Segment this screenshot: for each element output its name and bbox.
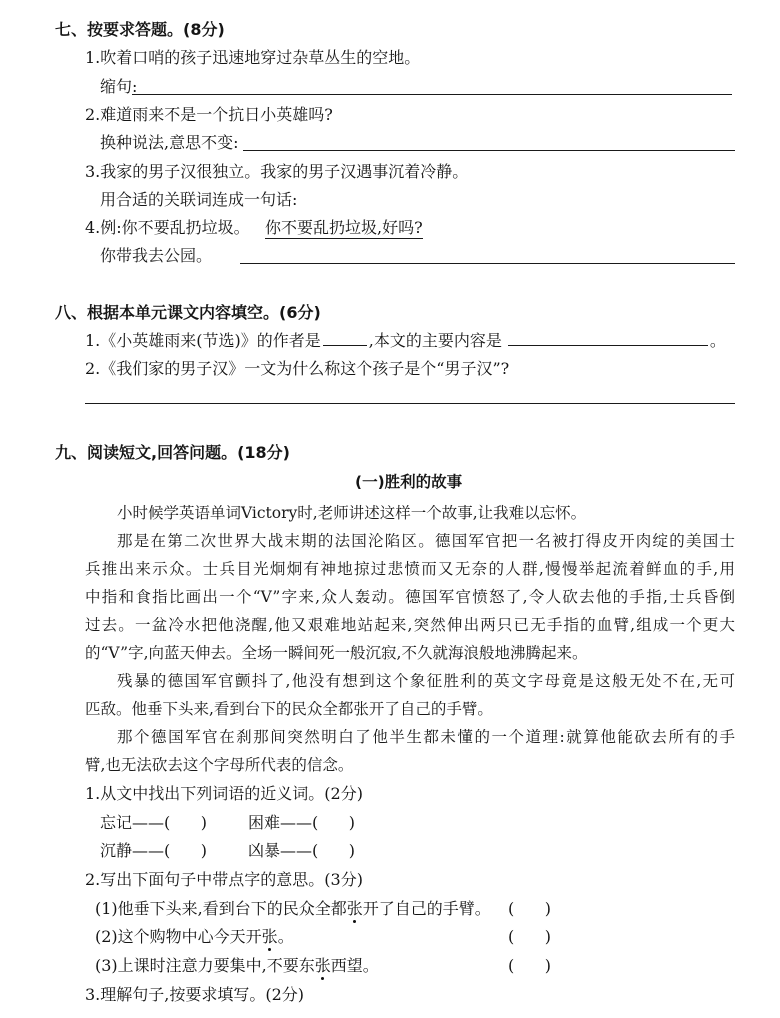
answer-line-7-1[interactable]: [132, 94, 732, 95]
question-7-2-prompt: 换种说法,意思不变:: [100, 133, 239, 152]
passage-line: 的“V”字,向蓝天伸去。全场一瞬间死一般沉寂,不久就海浪般地沸腾起来。: [85, 644, 588, 662]
section-8-heading: 八、根据本单元课文内容填空。(6分): [55, 303, 321, 322]
meaning-blank[interactable]: ( ): [508, 899, 551, 918]
section-7-heading: 七、按要求答题。(8分): [55, 20, 225, 39]
dotted-character: 张: [261, 927, 278, 946]
passage-line: 过去。一盆冷水把他浇醒,他又艰难地站起来,突然伸出两只已无手指的血臂,组成一个更大: [85, 616, 735, 634]
passage-line: 那个德国军官在刹那间突然明白了他半生都未懂的一个道理:就算他能砍去所有的手: [117, 728, 735, 746]
question-9-1: 1.从文中找出下列词语的近义词。(2分): [85, 784, 363, 803]
synonym-item: [100, 813, 207, 833]
sentence-before: (1)他垂下头来,看到台下的民众全都: [95, 899, 347, 918]
sentence-before: (3)上课时注意力要集中,不要东: [95, 956, 315, 975]
sentence-after: 西望。: [330, 956, 379, 975]
question-8-2: 2.《我们家的男子汉》一文为什么称这个孩子是个“男子汉”?: [85, 359, 510, 378]
synonym-item: [248, 841, 355, 861]
question-7-3-prompt: 用合适的关联词连成一句话:: [100, 190, 298, 209]
question-8-1-part1: 1.《小英雄雨来(节选)》的作者是: [85, 331, 321, 350]
question-7-4: 4.例:你不要乱扔垃圾。: [85, 218, 250, 237]
question-8-1-end: 。: [709, 331, 726, 350]
dotted-sentence: [95, 956, 379, 976]
passage-line: 残暴的德国军官颤抖了,他没有想到这个象征胜利的英文字母竟是这般无处不在,无可: [117, 672, 735, 690]
synonym-word: 沉静——: [100, 841, 165, 860]
question-7-2: 2.难道雨来不是一个抗日小英雄吗?: [85, 105, 333, 124]
dotted-character: 张: [346, 899, 363, 918]
question-7-3: 3.我家的男子汉很独立。我家的男子汉遇事沉着冷静。: [85, 162, 469, 181]
passage-title: (一)胜利的故事: [355, 473, 463, 491]
question-7-4-prompt: 你带我去公园。: [100, 246, 213, 265]
synonym-blank[interactable]: ( ): [312, 813, 356, 832]
sentence-after: 。: [277, 927, 294, 946]
sentence-before: (2)这个购物中心今天开: [95, 927, 262, 946]
author-blank[interactable]: [323, 331, 367, 346]
question-9-2: 2.写出下面句子中带点字的意思。(3分): [85, 870, 363, 889]
synonym-word: 凶暴——: [248, 841, 313, 860]
sentence-after: 开了自己的手臂。: [362, 899, 491, 918]
question-9-3: 3.理解句子,按要求填写。(2分): [85, 985, 305, 1004]
question-7-4-example: [265, 218, 423, 238]
example-answer: 你不要乱扔垃圾,好吗?: [265, 218, 423, 237]
main-content-blank[interactable]: [508, 331, 708, 346]
passage-line: 那是在第二次世界大战末期的法国沦陷区。德国军官把一名被打得皮开肉绽的美国士: [117, 532, 735, 550]
meaning-blank[interactable]: ( ): [508, 927, 551, 946]
dotted-character: 张: [314, 956, 331, 975]
synonym-blank[interactable]: ( ): [164, 841, 208, 860]
answer-line-7-2[interactable]: [243, 150, 735, 151]
passage-line: 臂,也无法砍去这个字母所代表的信念。: [85, 756, 354, 774]
synonym-item: [248, 813, 355, 833]
answer-line-8-2[interactable]: [85, 403, 735, 404]
section-9-heading: 九、阅读短文,回答问题。(18分): [55, 443, 290, 462]
answer-line-7-4[interactable]: [240, 263, 735, 264]
synonym-item: [100, 841, 207, 861]
passage-line: 兵推出来示众。士兵目光炯炯有神地掠过悲愤而又无奈的人群,慢慢举起流着鲜血的手,用: [85, 560, 735, 578]
dotted-sentence: [95, 899, 491, 919]
question-8-1-part2: ,本文的主要内容是: [368, 331, 502, 350]
passage-line: 中指和食指比画出一个“V”字来,众人轰动。德国军官愤怒了,令人砍去他的手指,士兵昏倒: [85, 588, 735, 606]
synonym-word: 困难——: [248, 813, 313, 832]
synonym-word: 忘记——: [100, 813, 165, 832]
question-7-1-prompt: 缩句:: [100, 77, 138, 96]
passage-line: 匹敌。他垂下头来,看到台下的民众全都张开了自己的手臂。: [85, 700, 493, 718]
synonym-blank[interactable]: ( ): [164, 813, 208, 832]
dotted-sentence: [95, 927, 294, 947]
meaning-blank[interactable]: ( ): [508, 956, 551, 975]
question-7-1: 1.吹着口哨的孩子迅速地穿过杂草丛生的空地。: [85, 48, 421, 67]
passage-line: 小时候学英语单词Victory时,老师讲述这样一个故事,让我难以忘怀。: [117, 504, 587, 522]
synonym-blank[interactable]: ( ): [312, 841, 356, 860]
question-8-1: [85, 331, 726, 351]
